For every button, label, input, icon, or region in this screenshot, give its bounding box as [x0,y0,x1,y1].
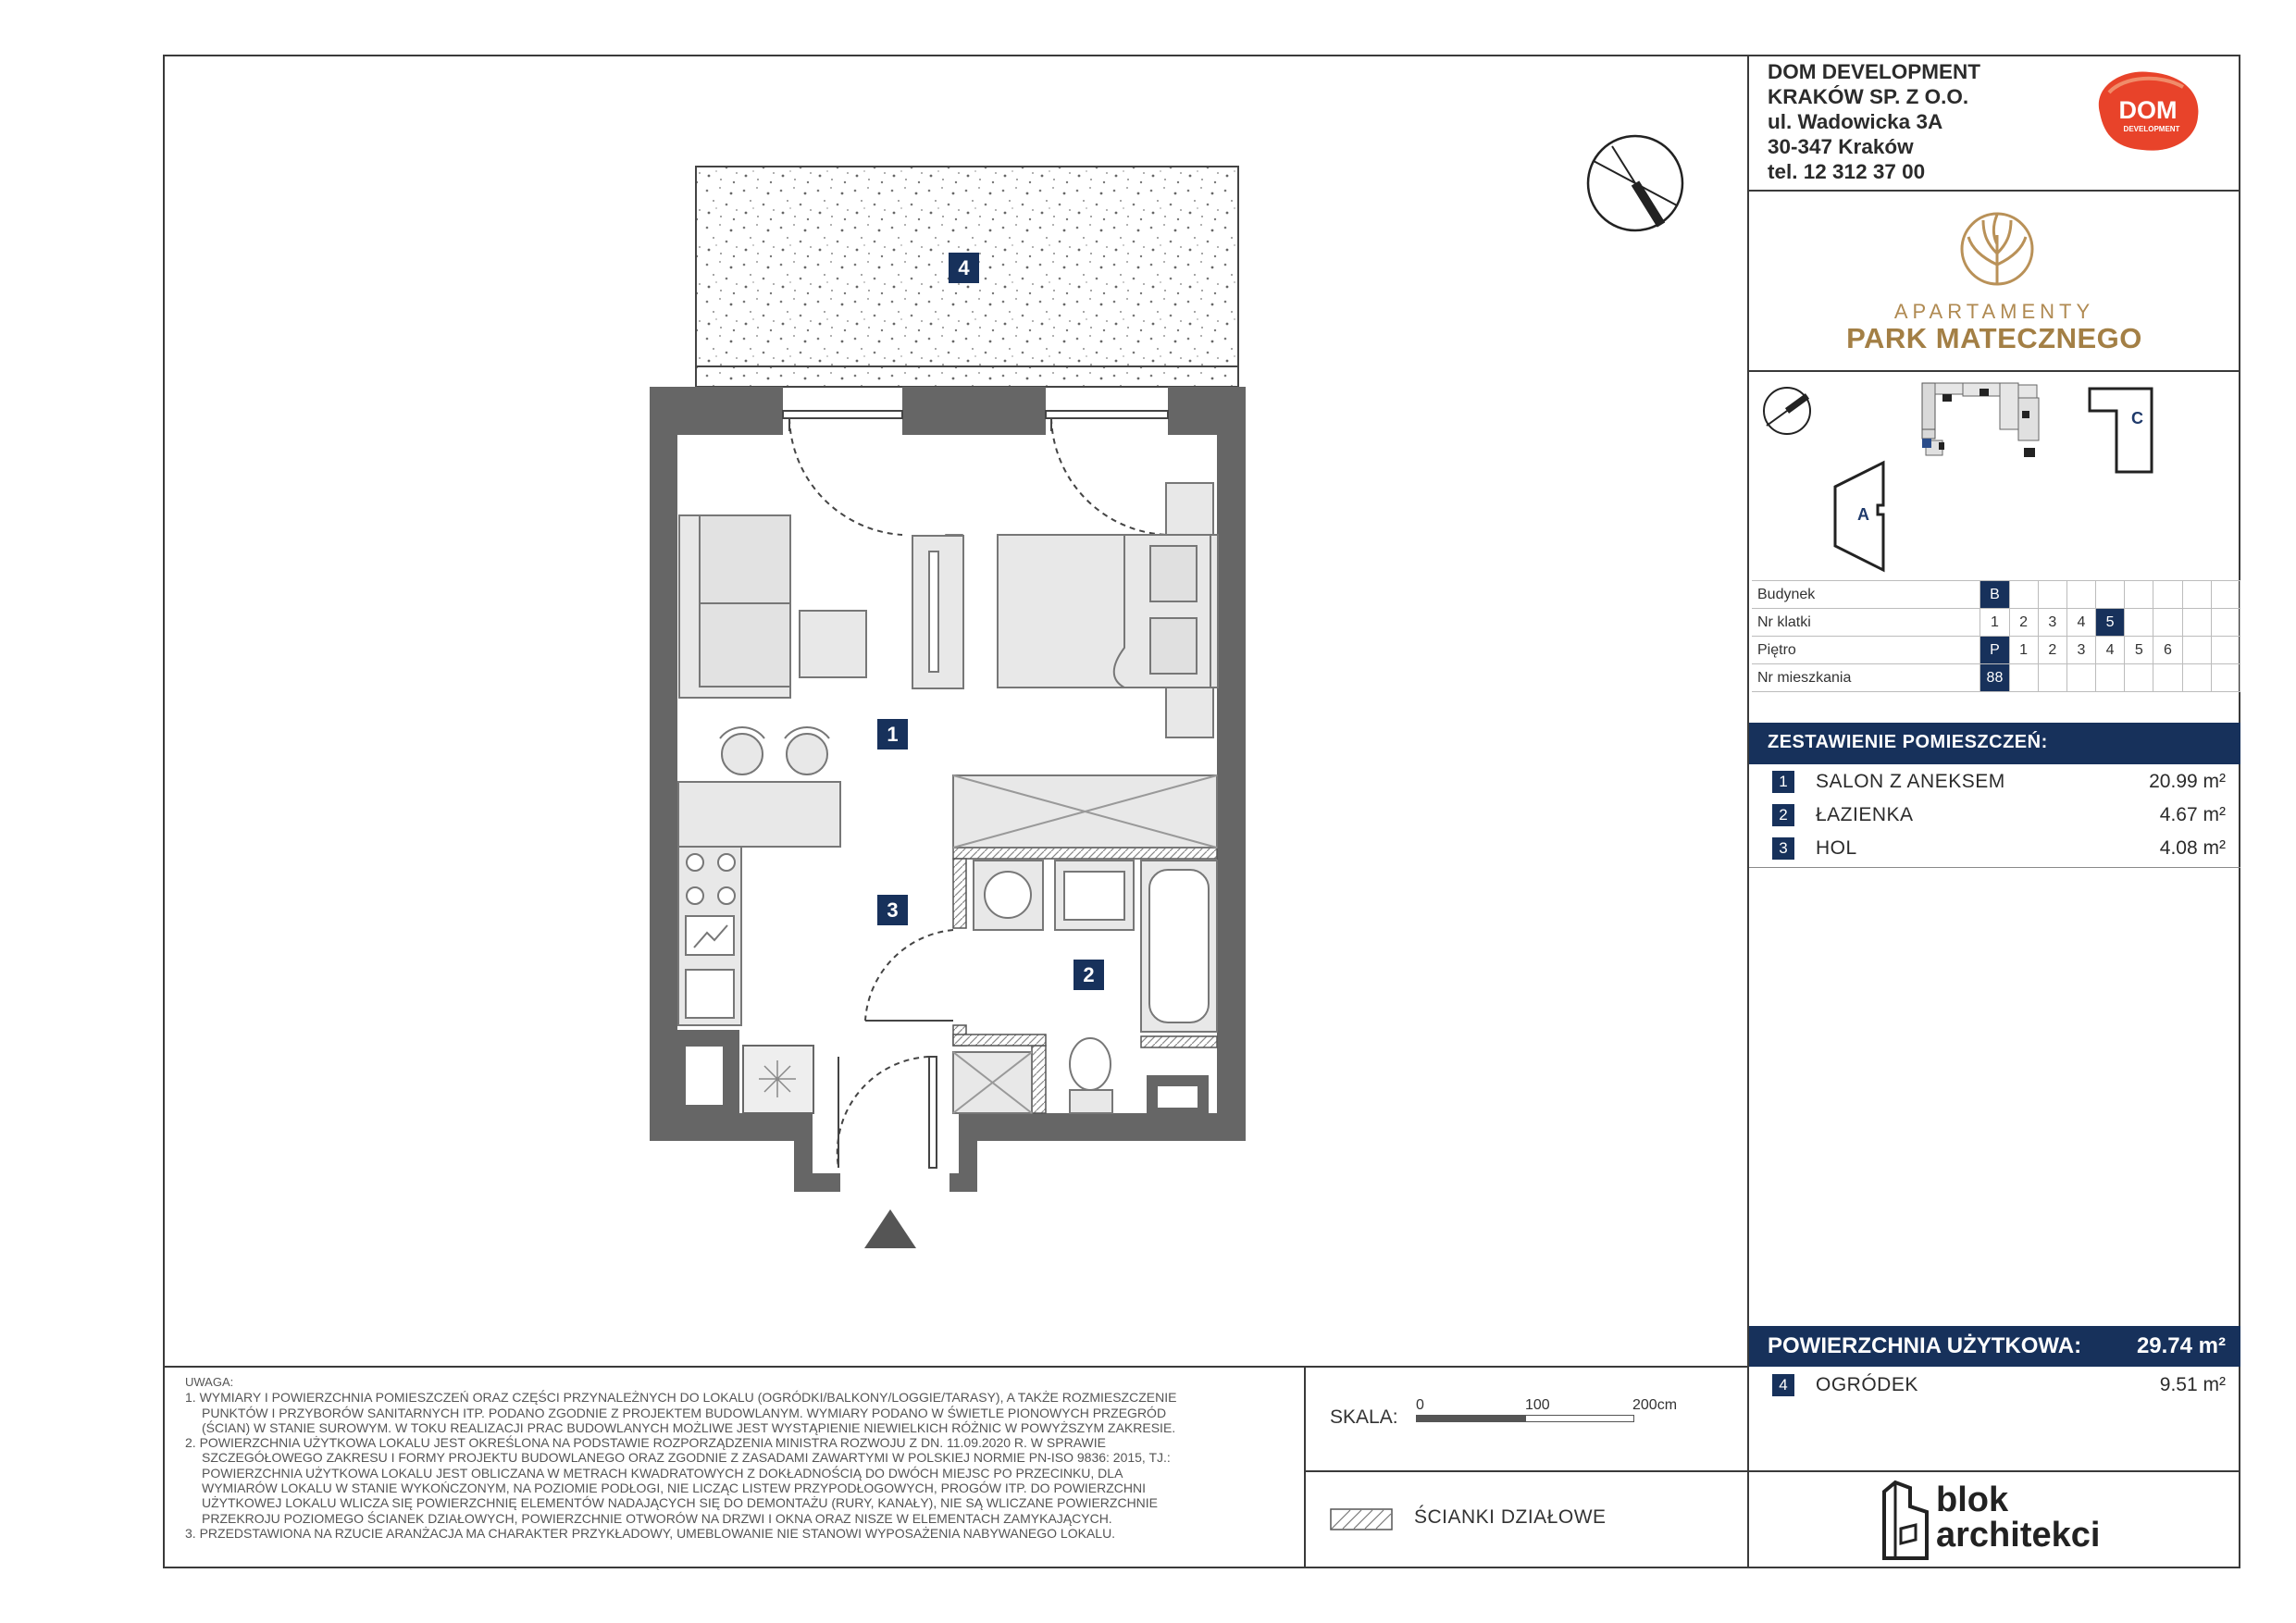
company-city: 30-347 Kraków [1768,135,1914,158]
scale-bar-empty [1525,1415,1634,1422]
blok-architekci-logo-icon [1879,1479,1932,1562]
nightstand-top [1166,483,1213,535]
scale-tick-200: 200cm [1632,1397,1678,1413]
info-cell: B [1980,581,2009,609]
info-row [1752,581,2240,609]
info-cell [2125,581,2153,609]
info-row [1752,637,2240,664]
info-cell: 2 [2009,609,2038,637]
plan-tag-living-room: 1 [877,719,908,750]
notes-block [183,1375,1294,1541]
usable-area-value: 29.74 m² [2136,1333,2226,1358]
rooms-end-line [1749,867,2240,868]
company-phone: tel. 12 312 37 00 [1768,160,1926,183]
notes-header: UWAGA: [185,1375,234,1389]
info-cell [2125,609,2153,637]
dining-table [678,782,840,847]
sidebar-line-1 [1747,190,2240,192]
room-row [1749,799,2240,833]
company-street: ul. Wadowicka 3A [1768,110,1943,133]
furniture [678,483,1218,1113]
info-cell: 1 [2009,637,2038,664]
vent-box [743,1046,813,1113]
key-plan-label-a: A [1857,505,1869,524]
brand-line-2: PARK MATECZNEGO [1846,322,2142,354]
info-row-label: Nr klatki [1752,609,1980,637]
note-line: (ŚCIAN) W STANIE SUROWYM. W TOKU REALIZACJI PRAC BUDOWLANYCH MOŻLIWE JEST WYSTĄPIENIE NIEWIELKICH RÓŻNIC W POWYŻSZYM ZAKRESIE. [202,1419,1176,1435]
architect-line-2: architekci [1936,1516,2101,1555]
info-row-label: Nr mieszkania [1752,664,1980,692]
dom-development-logo [2087,67,2205,154]
info-cell [2038,664,2066,692]
info-cell [2211,637,2240,664]
info-cell [2153,609,2182,637]
hatch-legend-icon [1330,1508,1393,1530]
info-row [1752,609,2240,637]
interior-doors [838,930,953,1168]
scale-bar-filled [1416,1415,1525,1422]
plan-tag-bathroom: 2 [1074,960,1104,990]
key-plan-compass-icon [1764,388,1810,434]
info-cell: 3 [2066,637,2095,664]
sidebar-line-3 [1747,1470,2240,1472]
building-a-outline [1835,463,1883,570]
info-cell: 88 [1980,664,2009,692]
note-line: POWIERZCHNIA UŻYTKOWA LOKALU JEST OBLICZANA W METRACH KWADRATOWYCH Z DOKŁADNOŚCIĄ DO DWÓCH MIEJSC PO PRZECINKU, DLA [202,1465,1123,1481]
key-plan [1754,374,2240,577]
info-cell: 3 [2038,609,2066,637]
room-name: SALON Z ANEKSEM [1816,771,2005,792]
plan-tag-garden: 4 [949,253,979,283]
info-cell: 4 [2096,637,2125,664]
plan-tag-hall: 3 [877,895,908,925]
apartment-info-table [1752,580,2240,692]
info-cell [2096,581,2125,609]
info-row-label: Piętro [1752,637,1980,664]
notes-divider [1304,1366,1306,1568]
info-cell [2038,581,2066,609]
company-address [1768,59,1980,184]
brand-block [1754,194,2235,361]
company-name-1: DOM DEVELOPMENT [1768,60,1981,83]
rooms-header-text: ZESTAWIENIE POMIESZCZEŃ: [1768,732,2048,752]
coffee-table [800,611,866,677]
scale-tick-100: 100 [1525,1397,1550,1413]
info-cell: 5 [2125,637,2153,664]
info-cell [2153,581,2182,609]
tree-emblem-icon [1955,207,2039,291]
nightstand-bottom [1166,688,1213,737]
brand-line-1: APARTAMENTY [1893,300,2095,323]
company-name-2: KRAKÓW SP. Z O.O. [1768,85,1969,108]
kitchen-sink [686,970,734,1018]
logo-development-text: DEVELOPMENT [2123,125,2180,133]
info-cell: 2 [2038,637,2066,664]
info-cell: 6 [2153,637,2182,664]
scale-divider [1304,1470,1749,1472]
room-number: 3 [1772,837,1794,860]
info-cell [2153,664,2182,692]
info-cell [2211,664,2240,692]
extra-area-name: OGRÓDEK [1816,1374,1918,1395]
info-cell [2182,581,2211,609]
extra-area-num: 4 [1772,1374,1794,1396]
info-cell [2066,664,2095,692]
info-cell [2009,581,2038,609]
entrance-marker-icon [864,1209,916,1248]
room-row [1749,766,2240,799]
info-cell [2182,637,2211,664]
rooms-header [1749,723,2240,764]
info-cell [2009,664,2038,692]
note-line: PRZEKROJU POZIOMEGO ŚCIANEK DZIAŁOWYCH, POWIERZCHNIE OTWORÓW NA DRZWI I OKNA ORAZ NISZE W ELEMENTACH ZAMYKAJĄCYCH. [202,1510,1112,1526]
room-number: 2 [1772,804,1794,826]
note-line: 3. PRZEDSTAWIONA NA RZUCIE ARANŻACJA MA CHARAKTER PRZYKŁADOWY, UMEBLOWANIE NIE STANOWI WYPOSAŻENIA NABYWANEGO LOKALU. [185,1525,1116,1541]
note-line: PUNKTÓW I PRZYBORÓW SANITARNYCH ITP. PODANO ZGODNIE Z PROJEKTEM BUDOWLANYM. WYMIARY PODANO W ŚWIETLE PIONOWYCH PRZEGRÓD [202,1405,1167,1420]
room-number: 1 [1772,771,1794,793]
chair-2 [787,734,827,774]
usable-area-label: POWIERZCHNIA UŻYTKOWA: [1768,1333,2082,1358]
room-name: ŁAZIENKA [1816,804,1914,825]
note-line: UŻYTKOWEJ LOKALU WLICZA SIĘ POWIERZCHNIĘ ELEMENTÓW NADAJĄCYCH SIĘ DO DEMONTAŻU (RURY, KANAŁY), NIE SĄ WLICZANE POWIERZCHNIE [202,1495,1159,1511]
note-line: 1. WYMIARY I POWIERZCHNIA POMIESZCZEŃ ORAZ CZĘŚCI PRZYNALEŻNYCH DO LOKALU (OGRÓDKI/BALKONY/LOGGIE/TARASY), A TAKŻE ROZMIESZCZENIE [185,1390,1177,1406]
room-area: 20.99 m² [2149,771,2226,792]
note-line: WYMIARÓW LOKALU W STANIE WYKOŃCZONYM, NA POZIOMIE PODŁOGI, NIE LICZĄC LISTEW PRZYPODŁOGOWYCH, PROGÓW ITP. DO POWIERZCHNI [202,1481,1147,1496]
extra-area-value: 9.51 m² [2159,1374,2226,1395]
room-row [1749,833,2240,866]
note-line: SZCZEGÓŁOWEGO ZAKRESU I FORMY PROJEKTU BUDOWLANEGO ORAZ ZGODNIE Z ZASADAMI ZAWARTYMI W POLSKIEJ NORMIE PN-ISO 9836: 2015, TJ.: [202,1450,1171,1466]
architect-line-1: blok [1936,1481,2009,1519]
scale-tick-0: 0 [1416,1397,1424,1413]
sidebar-line-2 [1747,370,2240,372]
logo-dom-text: DOM [2118,96,2178,124]
key-plan-label-c: C [2131,409,2143,427]
info-cell [2182,664,2211,692]
info-cell: 4 [2066,609,2095,637]
room-area: 4.08 m² [2159,837,2226,859]
chair-1 [722,734,763,774]
info-row [1752,664,2240,692]
info-cell [2211,609,2240,637]
room-area: 4.67 m² [2159,804,2226,825]
room-name: HOL [1816,837,1857,859]
info-cell: P [1980,637,2009,664]
shaft-box [677,1038,731,1113]
toilet [1070,1038,1111,1090]
info-cell: 5 [2096,609,2125,637]
info-cell [2211,581,2240,609]
scale-label: SKALA: [1330,1406,1398,1428]
architect-name [1936,1482,2100,1553]
info-cell [2125,664,2153,692]
info-cell: 1 [1980,609,2009,637]
info-cell [2096,664,2125,692]
usable-area-banner [1749,1326,2240,1367]
info-cell [2066,581,2095,609]
info-row-label: Budynek [1752,581,1980,609]
legend-partition-walls: ŚCIANKI DZIAŁOWE [1414,1506,1607,1528]
building-b-plan [1922,383,2039,457]
footer-divider [163,1366,1749,1368]
plan-compass-icon [1588,136,1682,230]
note-line: 2. POWIERZCHNIA UŻYTKOWA LOKALU JEST OKREŚLONA NA PODSTAWIE ROZPORZĄDZENIA MINISTRA ROZWOJU Z DN. 11.09.2020 R. W SPRAWIE [185,1435,1106,1451]
info-cell [2182,609,2211,637]
extra-area-row [1749,1369,2240,1403]
building-c-outline [2090,389,2152,472]
